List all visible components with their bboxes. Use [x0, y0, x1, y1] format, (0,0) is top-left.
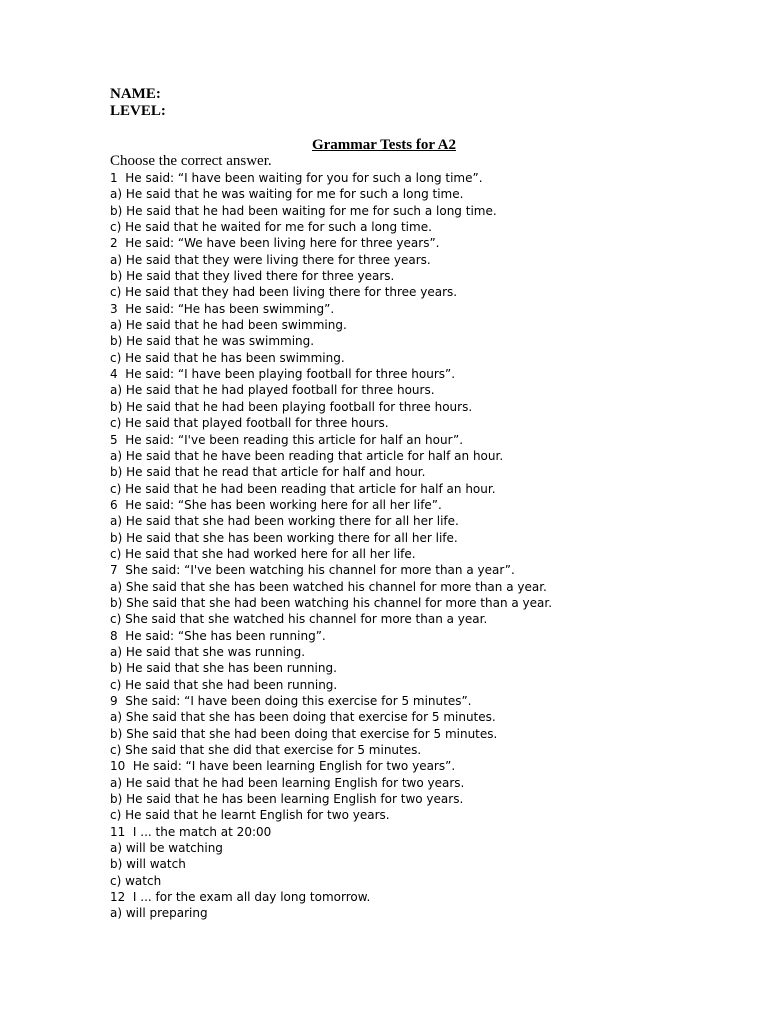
question-text: He said: “I have been playing football for three hours”.: [125, 367, 456, 382]
question-number: 11: [110, 824, 126, 839]
answer-option: a) He said that he was waiting for me for such a long time.: [110, 187, 464, 202]
question-prompt: [110, 562, 670, 578]
answer-option: c) She said that she watched his channel for more than a year.: [110, 612, 488, 627]
answer-option: c) He said that he had been reading that article for half an hour.: [110, 481, 496, 496]
answer-option: a) He said that he had been swimming.: [110, 318, 347, 333]
question-text: He said: “She has been working here for all her life”.: [125, 497, 442, 512]
question-prompt: [110, 301, 670, 317]
answer-option: b) He said that he read that article for half and hour.: [110, 465, 426, 480]
question-text: She said: “I've been watching his channel for more than a year”.: [125, 563, 515, 578]
question-prompt: [110, 432, 670, 448]
answer-option: a) He said that she had been working there for all her life.: [110, 514, 459, 529]
answer-option: c) She said that she did that exercise for 5 minutes.: [110, 743, 422, 758]
answer-option: b) He said that she has been running.: [110, 661, 337, 676]
answer-option: b) He said that he had been waiting for me for such a long time.: [110, 203, 497, 218]
answer-option: a) He said that they were living there for three years.: [110, 252, 431, 267]
answer-option: b) He said that he was swimming.: [110, 334, 315, 349]
question-number: 9: [110, 694, 118, 708]
answer-option: a) He said that he had been learning English for two years.: [110, 775, 465, 790]
page-title: Grammar Tests for A2: [311, 137, 457, 153]
instruction-text: Choose the correct answer.: [110, 153, 272, 169]
question-prompt: [110, 170, 670, 186]
answer-option: a) will be watching: [110, 841, 223, 856]
question-number: 6: [110, 497, 118, 512]
question-prompt: [110, 235, 670, 251]
question-text: He said: “I've been reading this article for half an hour”.: [125, 432, 464, 447]
level-label: LEVEL:: [110, 103, 166, 119]
answer-option: b) She said that she had been watching his channel for more than a year.: [110, 595, 553, 610]
answer-option: c) He said that he learnt English for two years.: [110, 808, 390, 823]
answer-option: a) She said that she has been doing that exercise for 5 minutes.: [110, 710, 496, 725]
answer-option: b) will watch: [110, 857, 186, 872]
question-prompt: [110, 628, 670, 644]
answer-option: c) He said that they had been living there for three years.: [110, 285, 458, 300]
question-number: 12: [110, 890, 126, 905]
question-number: 10: [110, 759, 126, 774]
answer-option: b) She said that she had been doing that exercise for 5 minutes.: [110, 726, 498, 741]
answer-option: b) He said that he has been learning English for two years.: [110, 792, 464, 807]
question-text: He said: “We have been living here for three years”.: [125, 236, 440, 251]
answer-option: b) He said that they lived there for three years.: [110, 269, 395, 284]
answer-option: a) He said that he have been reading that article for half an hour.: [110, 448, 504, 463]
answer-option: b) He said that she has been working there for all her life.: [110, 530, 458, 545]
question-prompt: [110, 758, 670, 774]
answer-option: c) He said that she had been running.: [110, 677, 338, 692]
answer-option: a) She said that she has been watched his channel for more than a year.: [110, 579, 547, 594]
question-text: I ... for the exam all day long tomorrow.: [132, 890, 371, 905]
question-number: 8: [110, 628, 118, 643]
question-list: [110, 170, 670, 922]
question-number: 5: [110, 432, 118, 447]
question-text: He said: “He has been swimming”.: [125, 301, 335, 316]
question-number: 4: [110, 367, 118, 382]
answer-option: b) He said that he had been playing football for three hours.: [110, 399, 473, 414]
name-label: NAME:: [110, 86, 161, 102]
answer-option: a) He said that he had played football for three hours.: [110, 383, 435, 398]
question-text: He said: “I have been learning English for two years”.: [132, 759, 456, 774]
answer-option: a) will preparing: [110, 906, 208, 921]
question-number: 1: [110, 171, 118, 185]
question-text: He said: “I have been waiting for you for such a long time”.: [125, 171, 483, 185]
question-text: He said: “She has been running”.: [125, 628, 326, 643]
question-number: 2: [110, 236, 118, 251]
answer-option: c) He said that he waited for me for such a long time.: [110, 220, 432, 235]
question-number: 7: [110, 563, 118, 578]
question-number: 3: [110, 301, 118, 316]
answer-option: c) He said that he has been swimming.: [110, 350, 345, 365]
question-prompt: [110, 497, 670, 513]
question-prompt: [110, 366, 670, 382]
question-prompt: [110, 824, 670, 840]
answer-option: c) He said that played football for three hours.: [110, 416, 389, 431]
question-prompt: [110, 693, 670, 709]
answer-option: c) watch: [110, 873, 162, 888]
answer-option: a) He said that she was running.: [110, 644, 306, 659]
document-page: [110, 86, 670, 921]
question-text: I ... the match at 20:00: [132, 824, 272, 839]
question-prompt: [110, 889, 670, 905]
answer-option: c) He said that she had worked here for all her life.: [110, 546, 416, 561]
question-text: She said: “I have been doing this exercise for 5 minutes”.: [125, 694, 472, 708]
